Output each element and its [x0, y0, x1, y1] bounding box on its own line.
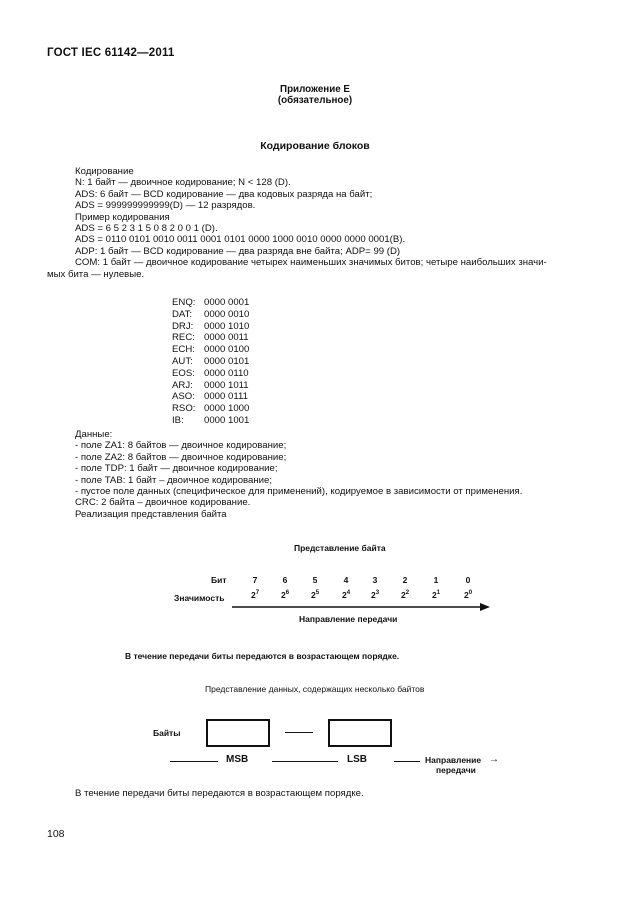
significance-power: $2^4$	[341, 590, 351, 600]
bit-label: Бит	[211, 575, 227, 585]
arrow-right-icon: →	[489, 754, 499, 765]
lsb-byte-box	[328, 719, 392, 747]
code-value: 0000 0011	[204, 332, 249, 344]
data-fields-block	[75, 429, 522, 520]
code-row	[172, 356, 249, 368]
section-title: Кодирование блоков	[260, 140, 370, 152]
code-value: 0000 1001	[204, 414, 250, 426]
code-value: 0000 0001	[204, 297, 250, 308]
bit-number: 6	[282, 575, 288, 585]
standard-header: ГОСТ IEC 61142—2011	[47, 47, 175, 59]
data-line: - поле TDP: 1 байт — двоичное кодирование;	[75, 463, 278, 475]
code-value: 0000 0100	[204, 344, 250, 356]
code-value: 0000 0111	[204, 391, 248, 403]
code-value: 0000 1010	[204, 320, 250, 332]
transmission-note: В течение передачи биты передаются в возрастающем порядке.	[75, 788, 364, 799]
coding-line-tail: мых бита — нулевые.	[47, 268, 145, 280]
code-row	[172, 332, 249, 344]
direction-line1: Направление	[425, 755, 482, 765]
ellipsis-dash	[285, 732, 313, 733]
bit-number: 3	[372, 575, 378, 585]
code-key: AUT:	[172, 355, 193, 367]
code-row	[172, 309, 249, 321]
code-key: IB:	[172, 414, 184, 426]
significance-power: $2^3$	[370, 590, 380, 600]
bit-number: 2	[402, 575, 408, 585]
coding-line: N: 1 байт — двоичное кодирование; N < 128 (D).	[75, 177, 291, 189]
code-row	[172, 391, 249, 403]
bit-number: 4	[343, 575, 349, 585]
code-value: 0000 0010	[204, 308, 250, 320]
left-line	[170, 761, 218, 762]
data-line: CRC: 2 байта – двоичное кодирование.	[75, 497, 251, 509]
significance-power: $2^5$	[310, 590, 320, 600]
multibyte-diagram-title: Представление данных, содержащих несколько байтов	[205, 684, 425, 694]
code-row	[172, 403, 249, 415]
code-row	[172, 321, 249, 333]
bit-number: 5	[312, 575, 318, 585]
data-line: - поле ZA1: 8 байтов — двоичное кодирование;	[75, 440, 287, 452]
code-key: ECH:	[172, 344, 195, 356]
code-key: DRJ:	[172, 320, 194, 332]
code-value: 0000 0101	[204, 355, 250, 367]
coding-line: ADP: 1 байт — BCD кодирование — два разряда вне байта; ADP= 99 (D)	[75, 245, 401, 257]
significance-power: $2^2$	[400, 590, 410, 600]
coding-line: COM: 1 байт — двоичное кодирование четырех наименьших значимых битов; четыре наибольших значи-	[75, 257, 547, 269]
significance-label: Значимость	[174, 593, 225, 603]
coding-line: ADS = 999999999999(D) — 12 разрядов.	[75, 200, 256, 212]
code-key: ASO:	[172, 391, 195, 403]
coding-line: Пример кодирования	[75, 211, 170, 223]
bit-number: 0	[465, 575, 471, 585]
transmission-direction-arrow	[230, 600, 492, 614]
byte-diagram-title: Представление байта	[294, 543, 386, 553]
annex-status: (обязательное)	[277, 95, 353, 106]
data-line: - поле ZA2: 8 байтов — двоичное кодирование;	[75, 451, 287, 463]
code-key: RSO:	[172, 403, 196, 415]
command-codes-table	[172, 297, 249, 427]
code-value: 0000 1000	[204, 403, 250, 415]
middle-line	[272, 761, 338, 762]
coding-line: Кодирование	[75, 166, 134, 177]
code-key: ENQ:	[172, 297, 196, 308]
coding-line: ADS = 6 5 2 3 1 5 0 8 2 0 0 1 (D).	[75, 223, 218, 235]
significance-power: $2^7$	[250, 590, 260, 600]
direction-line2: передачи	[436, 765, 476, 775]
msb-label: MSB	[226, 754, 249, 765]
msb-byte-box	[206, 719, 270, 747]
significance-power: $2^1$	[431, 590, 441, 600]
coding-text-block	[47, 166, 595, 280]
annex-title: Приложение Е	[280, 84, 350, 95]
code-row	[172, 380, 249, 392]
code-key: EOS:	[172, 367, 195, 379]
code-key: ARJ:	[172, 379, 193, 391]
code-row	[172, 297, 249, 309]
page-number: 108	[47, 828, 65, 840]
bytes-label: Байты	[153, 728, 181, 738]
code-value: 0000 0110	[204, 367, 249, 379]
coding-line: ADS: 6 байт — BCD кодирование — два кодовых разряда на байт;	[75, 188, 373, 200]
code-row	[172, 368, 249, 380]
right-line	[394, 761, 420, 762]
bit-number: 1	[433, 575, 439, 585]
code-key: DAT:	[172, 308, 193, 320]
transmission-note-bold: В течение передачи биты передаются в возрастающем порядке.	[125, 651, 400, 661]
data-line: Данные:	[75, 429, 113, 440]
data-line: - поле TAB: 1 байт – двоичное кодирование;	[75, 474, 273, 486]
data-line: - пустое поле данных (специфическое для применений), кодируемое в зависимости от применения.	[75, 486, 523, 498]
lsb-label: LSB	[347, 754, 367, 765]
data-line: Реализация представления байта	[75, 508, 227, 520]
code-value: 0000 1011	[204, 379, 249, 391]
significance-power: $2^6$	[280, 590, 290, 600]
significance-power: $2^0$	[463, 590, 473, 600]
direction-label: Направление передачи	[299, 614, 398, 624]
bit-number: 7	[252, 575, 258, 585]
code-row	[172, 415, 249, 427]
coding-line: ADS = 0110 0101 0010 0011 0001 0101 0000 1000 0010 0000 0000 0001(B).	[75, 234, 406, 246]
code-key: REC:	[172, 332, 195, 344]
code-row	[172, 344, 249, 356]
